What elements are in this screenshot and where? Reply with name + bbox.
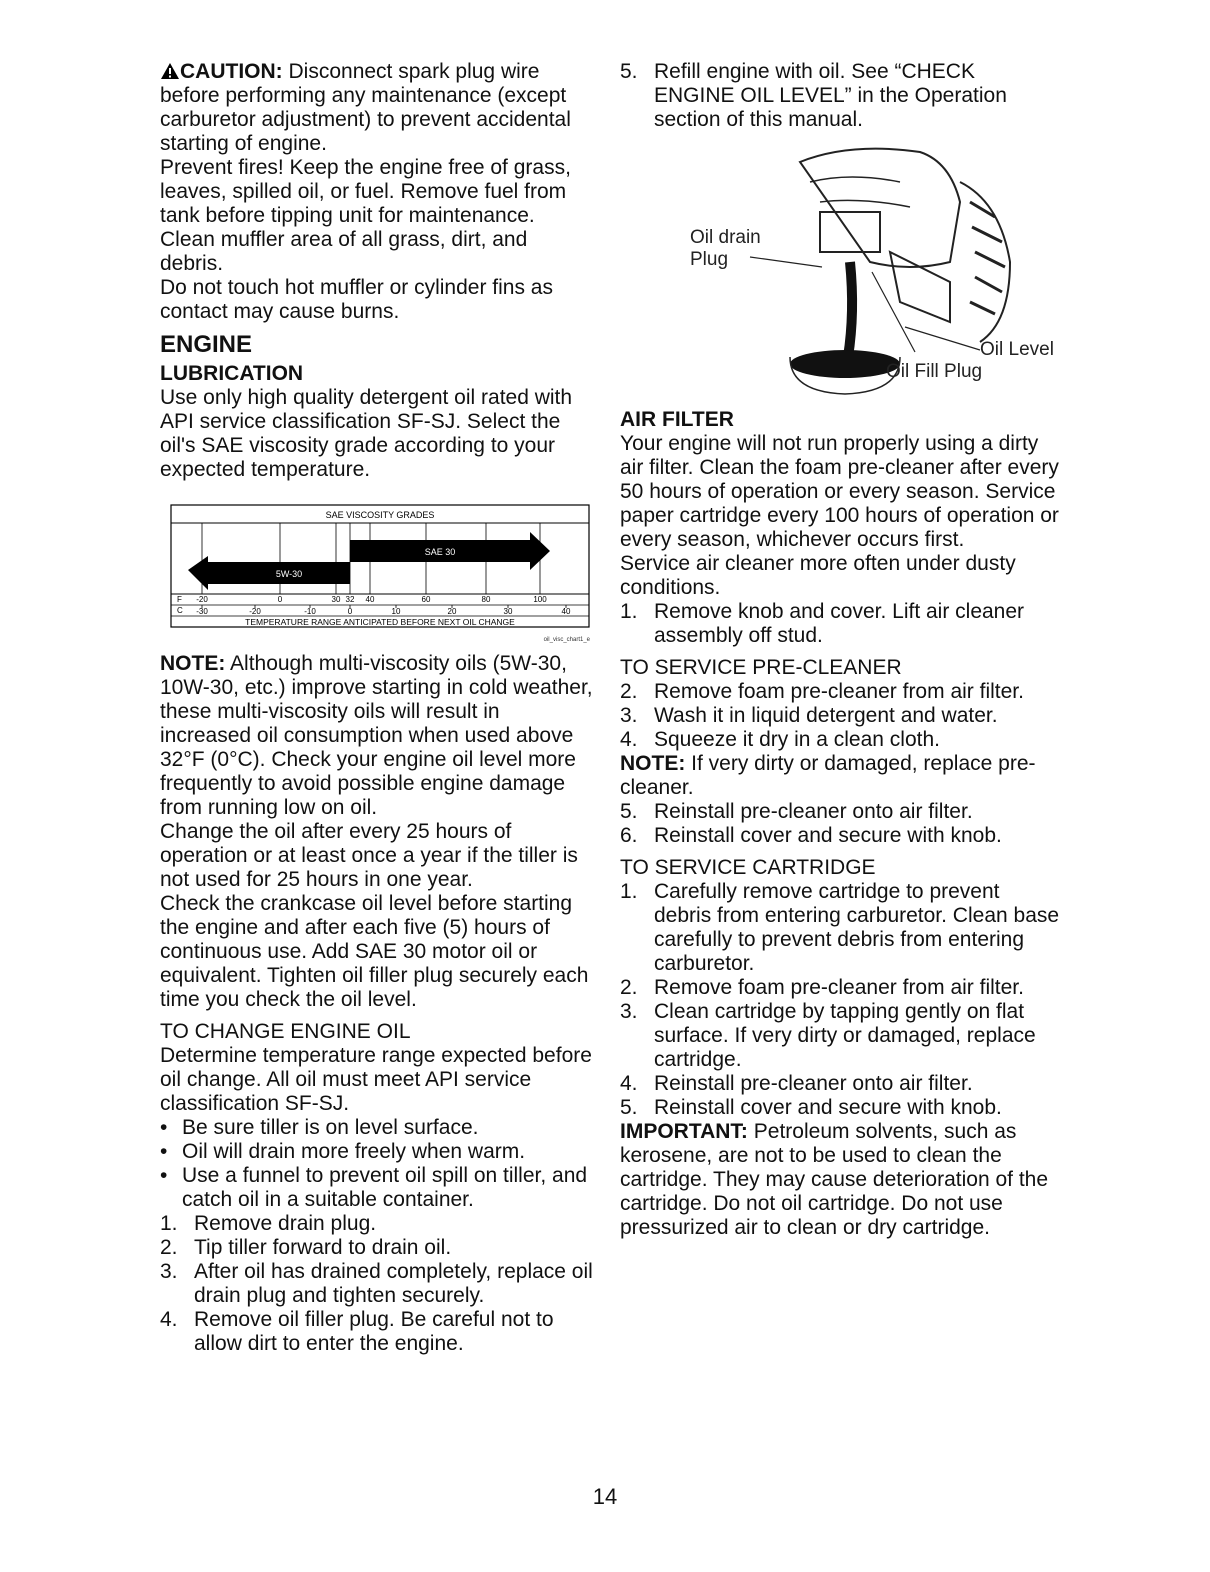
caution-label: CAUTION: <box>180 60 283 83</box>
step-item: 3. Clean cartridge by tapping gently on flat surface. If very dirty or damaged, replace cartridge. <box>620 1000 1036 1071</box>
step-item: 4. Squeeze it dry in a clean cloth. <box>620 728 941 751</box>
chart-c-tick: -20 <box>249 607 261 616</box>
air-filter-paragraph: Your engine will not run properly using a dirty air filter. Clean the foam pre-cleaner after every 50 hours of operation or every season. Service paper cartridge every 100 hours of operation or every season, whichever occurs first. <box>620 432 1059 551</box>
important-label: IMPORTANT: <box>620 1120 748 1143</box>
change-oil-heading: TO CHANGE ENGINE OIL <box>160 1020 411 1043</box>
important-text: Petroleum solvents, such as kerosene, are not to be used to clean the cartridge. They may cause deterioration of the cartridge. Do not oil cartridge. Do not use pressurized air to clean or dry cartridge. <box>620 1120 1049 1239</box>
chart-c-tick: 30 <box>503 607 513 616</box>
chart-f-label: F <box>177 595 182 604</box>
pre-cleaner-steps-2 <box>620 800 1060 848</box>
chart-c-tick: -10 <box>304 607 316 616</box>
step-item: 4. Reinstall pre-cleaner onto air filter. <box>620 1072 973 1095</box>
step-item: 5. Refill engine with oil. See “CHECK ENGINE OIL LEVEL” in the Operation section of this manual. <box>620 60 1007 131</box>
chart-f-tick: 0 <box>277 595 283 604</box>
bullet-item: • Oil will drain more freely when warm. <box>160 1140 526 1163</box>
chart-c-tick: 20 <box>447 607 457 616</box>
fires-paragraph: Prevent fires! Keep the engine free of grass, leaves, spilled oil, or fuel. Remove fuel from tank before tipping unit for maintenance. Clean muffler area of all grass, dirt, and debris. <box>160 156 571 275</box>
oil-drain-figure <box>650 142 1070 402</box>
left-column <box>160 60 595 1356</box>
chart-label-5w30: 5W-30 <box>275 569 303 579</box>
oil-level-label: Oil Level <box>980 339 1054 360</box>
lubrication-paragraph: Use only high quality detergent oil rated with API service classification SF-SJ. Select the oil's SAE viscosity grade according to your expected temperature. <box>160 386 573 481</box>
muffler-paragraph: Do not touch hot muffler or cylinder fins as contact may cause burns. <box>160 276 553 323</box>
caution-paragraph <box>160 60 595 156</box>
oil-steps <box>160 1212 595 1356</box>
chart-f-tick: 60 <box>421 595 431 604</box>
warning-triangle-icon <box>160 62 180 80</box>
engine-heading: ENGINE <box>160 331 253 358</box>
step-item: 4. Remove oil filler plug. Be careful not to allow dirt to enter the engine. <box>160 1308 554 1355</box>
right-column <box>620 60 1060 1240</box>
step-item: 3. After oil has drained completely, replace oil drain plug and tighten securely. <box>160 1260 593 1307</box>
step-item: 1. Remove drain plug. <box>160 1212 377 1235</box>
refill-step <box>620 60 1060 132</box>
determine-paragraph: Determine temperature range expected before oil change. All oil must meet API service classification SF-SJ. <box>160 1044 592 1115</box>
important-paragraph <box>620 1120 1060 1240</box>
air-filter-heading: AIR FILTER <box>620 408 734 431</box>
chart-c-tick: -30 <box>196 607 208 616</box>
pre-cleaner-heading: TO SERVICE PRE-CLEANER <box>620 656 902 679</box>
step-item: 1. Remove knob and cover. Lift air cleaner assembly off stud. <box>620 600 1025 647</box>
step-item: 1. Carefully remove cartridge to prevent debris from entering carburetor. Clean base carefully to prevent debris from entering carburetor. <box>620 880 1060 975</box>
chart-f-tick: 40 <box>365 595 375 604</box>
chart-code: oil_visc_chart1_e <box>543 637 590 643</box>
cartridge-steps <box>620 880 1060 1120</box>
chart-f-tick: 80 <box>481 595 491 604</box>
oil-fill-plug-label: Oil Fill Plug <box>886 361 983 382</box>
check-paragraph: Check the crankcase oil level before starting the engine and after each five (5) hours of continuous use. Add SAE 30 motor oil or equivalent. Tighten oil filler plug securely each time you check the oil level. <box>160 892 589 1011</box>
change-paragraph: Change the oil after every 25 hours of operation or at least once a year if the tiller is not used for 25 hours in one year. <box>160 820 578 891</box>
step-item: 2. Tip tiller forward to drain oil. <box>160 1236 452 1259</box>
cartridge-heading: TO SERVICE CARTRIDGE <box>620 856 876 879</box>
dusty-paragraph: Service air cleaner more often under dusty conditions. <box>620 552 1016 599</box>
step-item: 5. Reinstall pre-cleaner onto air filter. <box>620 800 973 823</box>
note-text: If very dirty or damaged, replace pre-cleaner. <box>620 752 1036 799</box>
air-step-1 <box>620 600 1060 648</box>
chart-c-tick: 0 <box>347 607 353 616</box>
chart-xlabel: TEMPERATURE RANGE ANTICIPATED BEFORE NEXT OIL CHANGE <box>245 617 515 627</box>
step-item: 3. Wash it in liquid detergent and water. <box>620 704 998 727</box>
chart-f-tick: 32 <box>345 595 355 604</box>
chart-f-tick: 30 <box>331 595 341 604</box>
note-paragraph <box>160 652 595 820</box>
viscosity-chart-svg <box>170 504 590 634</box>
step-item: 6. Reinstall cover and secure with knob. <box>620 824 1002 847</box>
caution-text: Disconnect spark plug wire before performing any maintenance (except carburetor adjustment) to prevent accidental starting of engine. <box>160 60 571 155</box>
engine-illustration <box>650 142 1070 402</box>
chart-c-tick: 40 <box>561 607 571 616</box>
step-item: 5. Reinstall cover and secure with knob. <box>620 1096 1002 1119</box>
pre-cleaner-note <box>620 752 1060 800</box>
plug-label: Plug <box>690 249 729 270</box>
oil-drain-label: Oil drain <box>690 227 761 248</box>
pre-cleaner-steps <box>620 680 1060 752</box>
step-item: 2. Remove foam pre-cleaner from air filter. <box>620 680 1024 703</box>
note-label: NOTE: <box>620 752 686 775</box>
lubrication-heading: LUBRICATION <box>160 362 304 385</box>
chart-c-label: C <box>177 606 183 615</box>
bullet-item: • Use a funnel to prevent oil spill on tiller, and catch oil in a suitable container. <box>160 1164 588 1211</box>
chart-c-tick: 10 <box>391 607 401 616</box>
chart-title: SAE VISCOSITY GRADES <box>325 510 435 520</box>
chart-label-sae30: SAE 30 <box>424 547 456 557</box>
viscosity-chart <box>170 504 590 643</box>
note-label: NOTE: <box>160 652 226 675</box>
note-text: Although multi-viscosity oils (5W-30, 10W-30, etc.) improve starting in cold weather, these multi-viscosity oils will result in increased oil consumption when used above 32°F (0°C). Check your engine oil level more frequently to avoid possible engine damage from running low on oil. <box>160 652 593 819</box>
chart-f-tick: -20 <box>196 595 208 604</box>
bullet-item: • Be sure tiller is on level surface. <box>160 1116 479 1139</box>
page-number: 14 <box>592 1484 618 1509</box>
chart-f-tick: 100 <box>533 595 547 604</box>
oil-bullets <box>160 1116 595 1212</box>
step-item: 2. Remove foam pre-cleaner from air filter. <box>620 976 1024 999</box>
